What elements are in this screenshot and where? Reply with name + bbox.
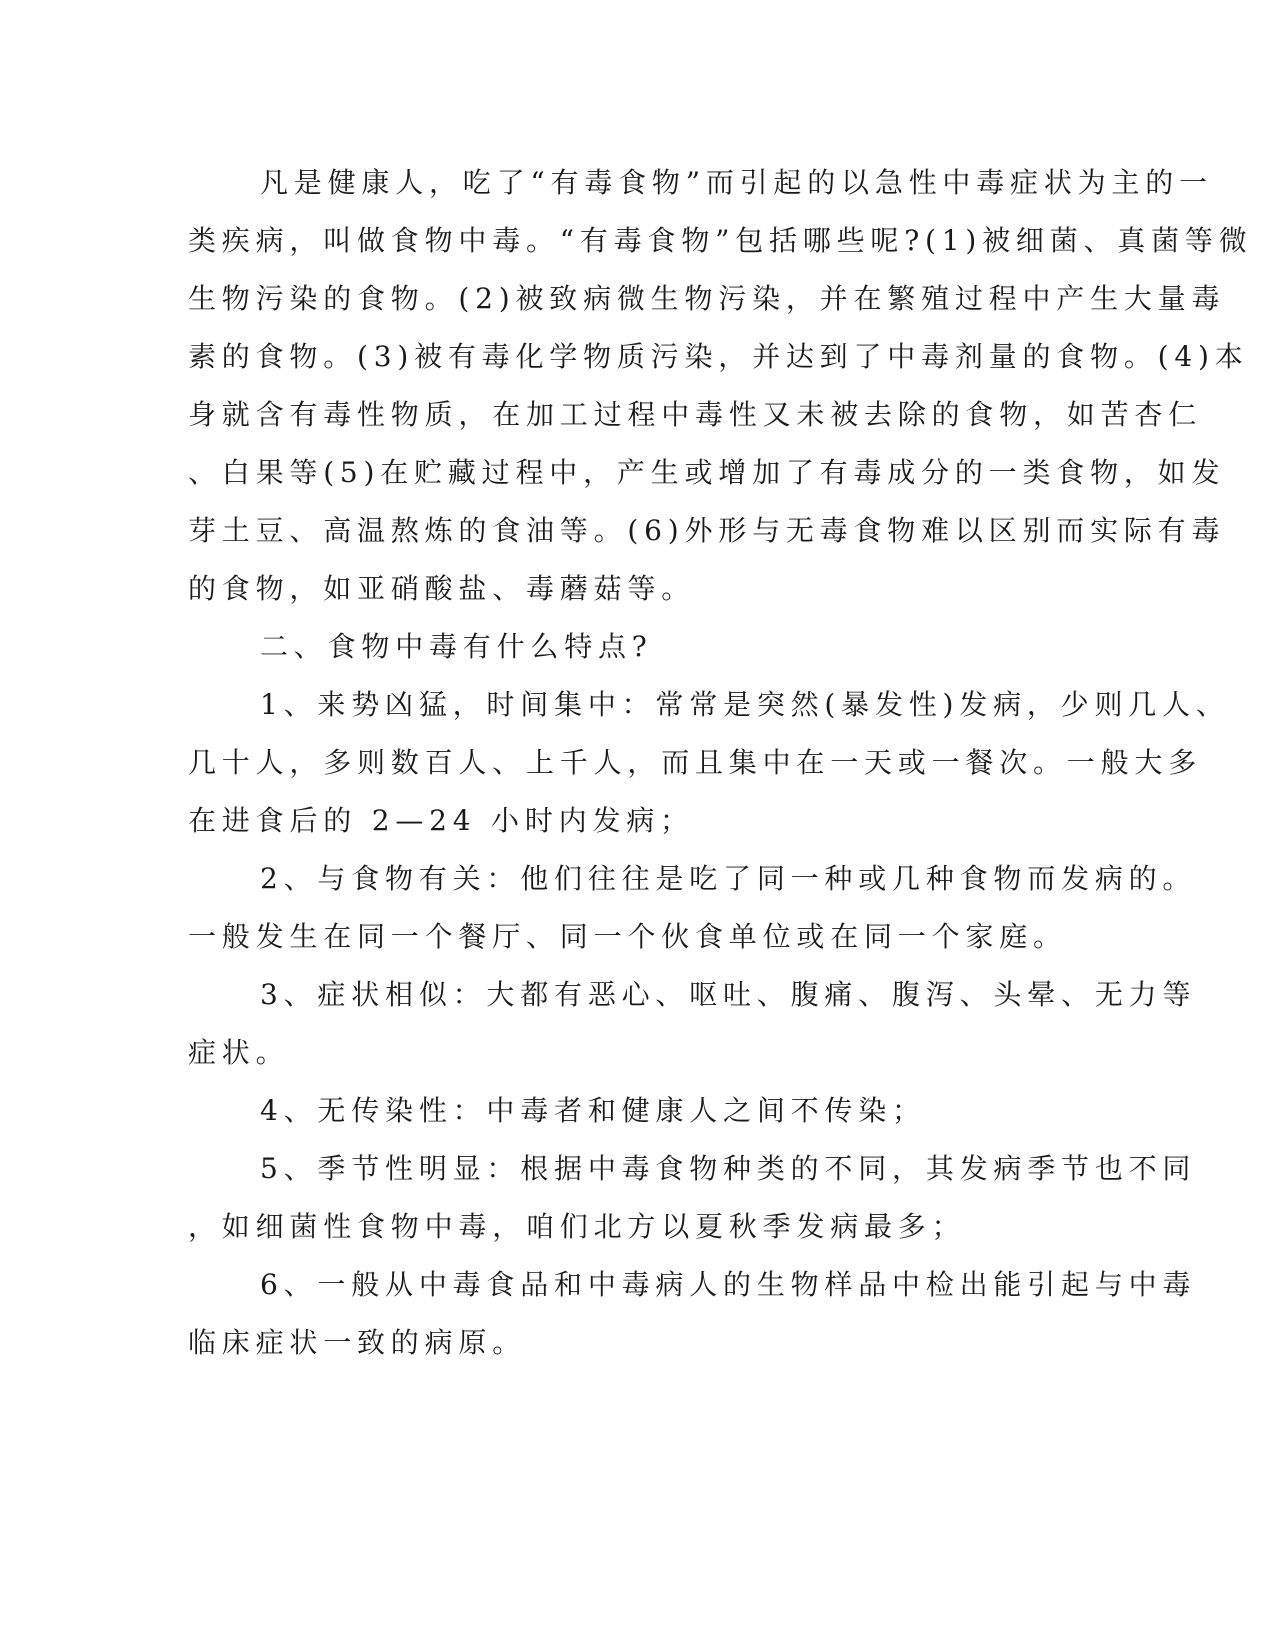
paragraph-intro-line-3: 生物污染的食物。(2)被致病微生物污染，并在繁殖过程中产生大量毒: [188, 282, 1226, 315]
paragraph-intro-line-1: 凡是健康人，吃了“有毒食物”而引起的以急性中毒症状为主的一: [260, 166, 1213, 199]
item-3-line-2: 症状。: [188, 1036, 290, 1069]
item-1-line-1: 1、来势凶猛，时间集中：常常是突然(暴发性)发病，少则几人、: [260, 688, 1230, 721]
paragraph-intro-line-6: 、白果等(5)在贮藏过程中，产生或增加了有毒成分的一类食物，如发: [188, 456, 1226, 489]
paragraph-intro-line-5: 身就含有毒性物质，在加工过程中毒性又未被去除的食物，如苦杏仁: [188, 398, 1203, 431]
paragraph-intro-line-2: 类疾病，叫做食物中毒。“有毒食物”包括哪些呢?(1)被细菌、真菌等微: [188, 224, 1253, 257]
section-heading: 二、食物中毒有什么特点?: [260, 630, 653, 663]
item-2-line-2: 一般发生在同一个餐厅、同一个伙食单位或在同一个家庭。: [188, 920, 1067, 953]
paragraph-intro-line-8: 的食物，如亚硝酸盐、毒蘑菇等。: [188, 572, 696, 605]
item-5-line-2: ，如细菌性食物中毒，咱们北方以夏秋季发病最多；: [188, 1210, 966, 1243]
paragraph-intro-line-7: 芽土豆、高温熬炼的食油等。(6)外形与无毒食物难以区别而实际有毒: [188, 514, 1226, 547]
item-1-line-2: 几十人，多则数百人、上千人，而且集中在一天或一餐次。一般大多: [188, 746, 1203, 779]
item-3-line-1: 3、症状相似：大都有恶心、呕吐、腹痛、腹泻、头晕、无力等: [260, 978, 1197, 1011]
item-1-line-3: 在进食后的 2—24 小时内发病；: [188, 804, 694, 837]
paragraph-intro-line-4: 素的食物。(3)被有毒化学物质污染，并达到了中毒剂量的食物。(4)本: [188, 340, 1249, 373]
item-6-line-1: 6、一般从中毒食品和中毒病人的生物样品中检出能引起与中毒: [260, 1268, 1197, 1301]
item-2-line-1: 2、与食物有关：他们往往是吃了同一种或几种食物而发病的。: [260, 862, 1197, 895]
item-4-line-1: 4、无传染性：中毒者和健康人之间不传染；: [260, 1094, 926, 1127]
item-6-line-2: 临床症状一致的病原。: [188, 1326, 527, 1359]
item-5-line-1: 5、季节性明显：根据中毒食物种类的不同，其发病季节也不同: [260, 1152, 1197, 1185]
